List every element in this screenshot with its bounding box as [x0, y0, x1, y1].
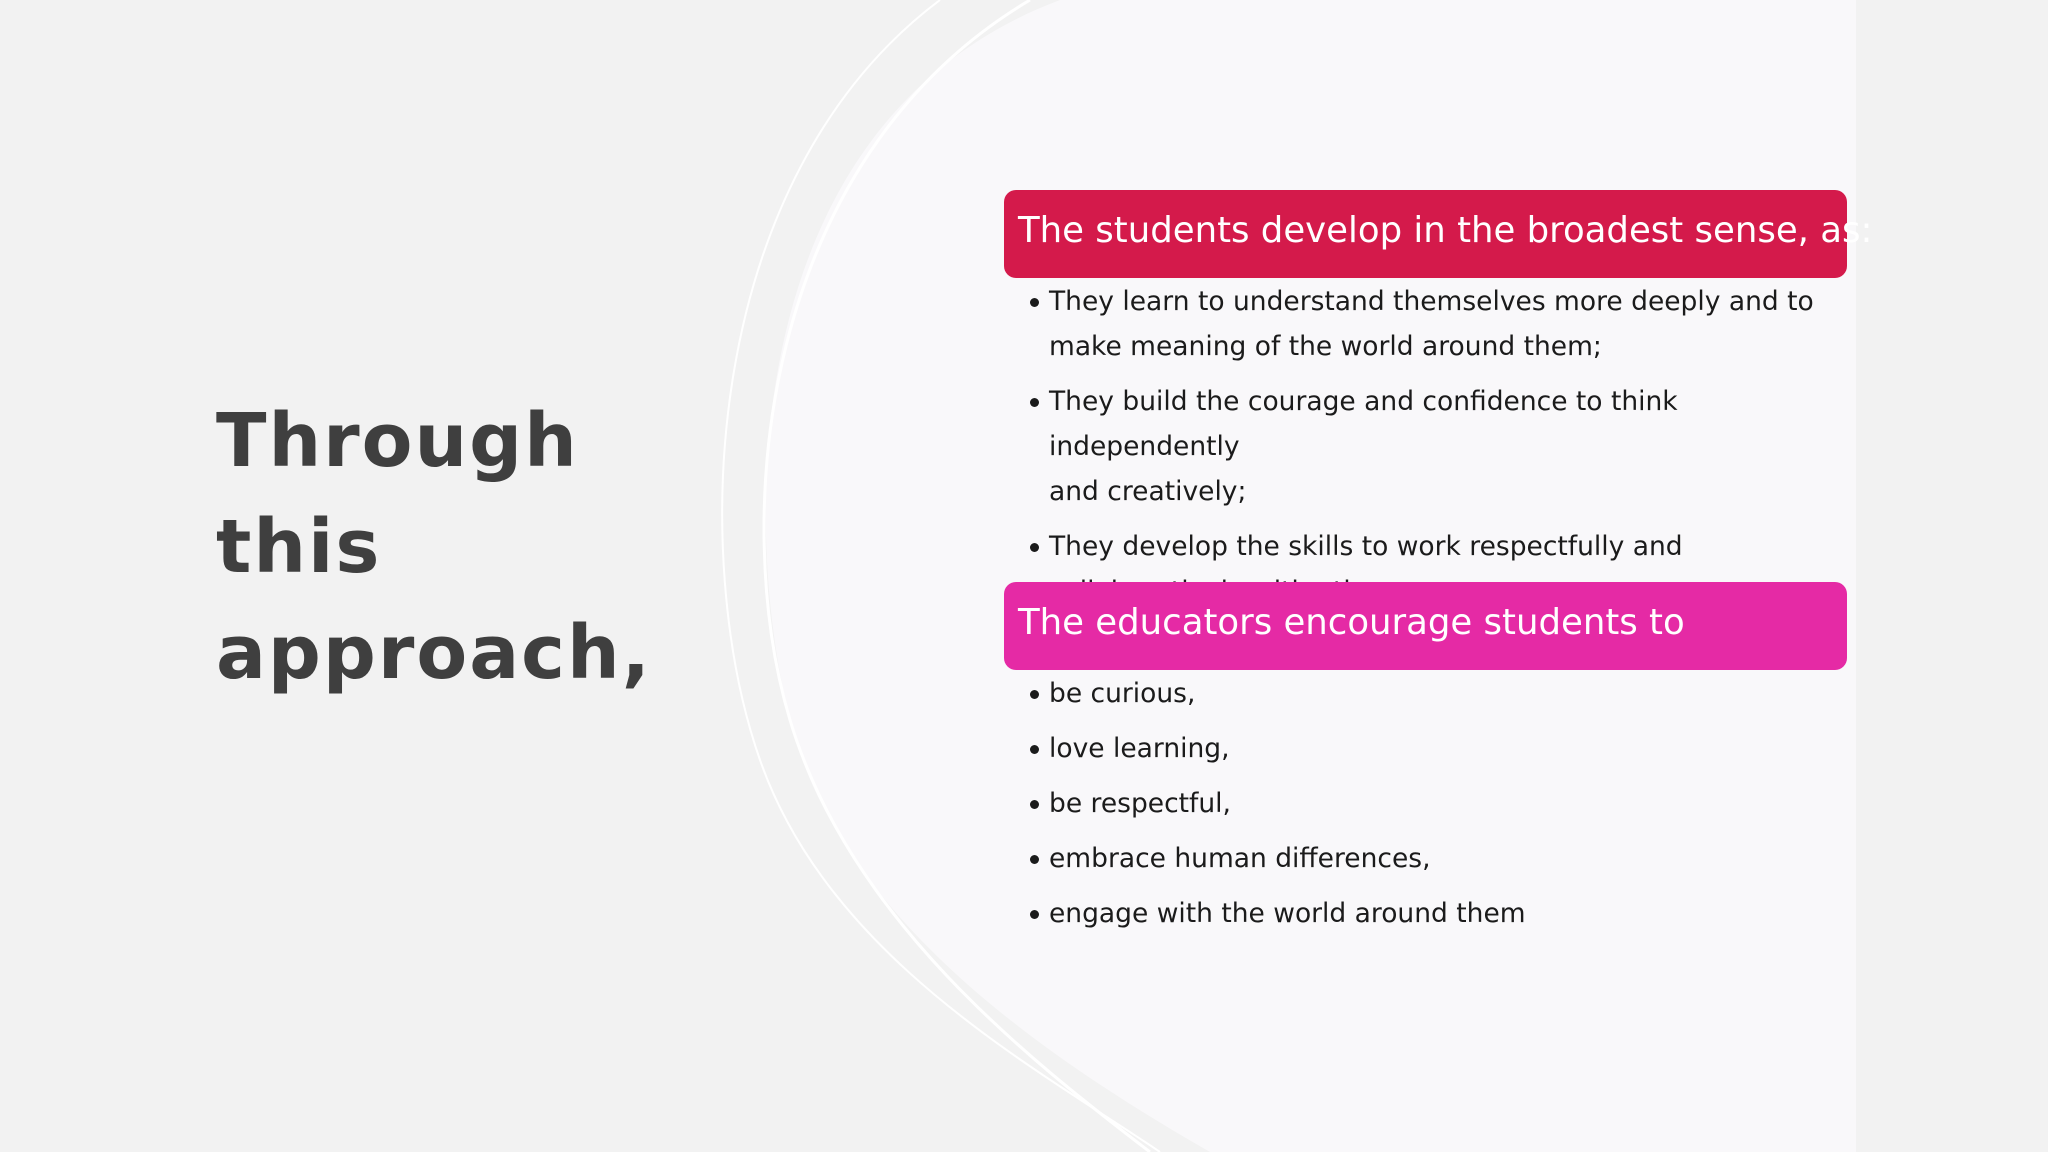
bullet-icon	[1030, 690, 1039, 699]
list-item-text: embrace human differences,	[1049, 843, 1431, 874]
bullet-icon	[1030, 398, 1039, 407]
list-item-text: engage with the world around them	[1049, 898, 1526, 929]
page-title	[216, 388, 736, 706]
list-item-text: be curious,	[1049, 678, 1196, 709]
list-item-line: They develop the skills to work respectfully and	[1049, 531, 1683, 562]
list-item	[1004, 379, 1847, 514]
list-item	[1004, 836, 1847, 881]
title-line-1: Through	[216, 398, 579, 484]
educators-section	[1004, 582, 1847, 936]
title-line-2: this	[216, 504, 382, 590]
students-heading: The students develop in the broadest sense, as:	[1018, 209, 1873, 251]
bullet-icon	[1030, 745, 1039, 754]
list-item	[1004, 781, 1847, 826]
list-item-line: and creatively;	[1049, 476, 1247, 507]
list-item	[1004, 279, 1847, 369]
students-section	[1004, 190, 1873, 614]
educators-heading: The educators encourage students to	[1018, 601, 1685, 643]
bullet-icon	[1030, 543, 1039, 552]
list-item-line: make meaning of the world around them;	[1049, 331, 1602, 362]
bullet-icon	[1030, 298, 1039, 307]
list-item-line: They learn to understand themselves more deeply and to	[1049, 286, 1814, 317]
list-item	[1004, 726, 1847, 771]
bullet-icon	[1030, 800, 1039, 809]
students-bullet-list	[1004, 279, 1847, 614]
list-item-line: They build the courage and confidence to think independently	[1049, 386, 1678, 462]
bullet-icon	[1030, 910, 1039, 919]
list-item-text: love learning,	[1049, 733, 1230, 764]
educators-bullet-list	[1004, 671, 1847, 936]
educators-heading-box	[1004, 582, 1847, 670]
list-item	[1004, 671, 1847, 716]
list-item	[1004, 891, 1847, 936]
students-heading-box	[1004, 190, 1873, 278]
list-item-text: be respectful,	[1049, 788, 1231, 819]
bullet-icon	[1030, 855, 1039, 864]
title-line-3: approach,	[216, 610, 652, 696]
